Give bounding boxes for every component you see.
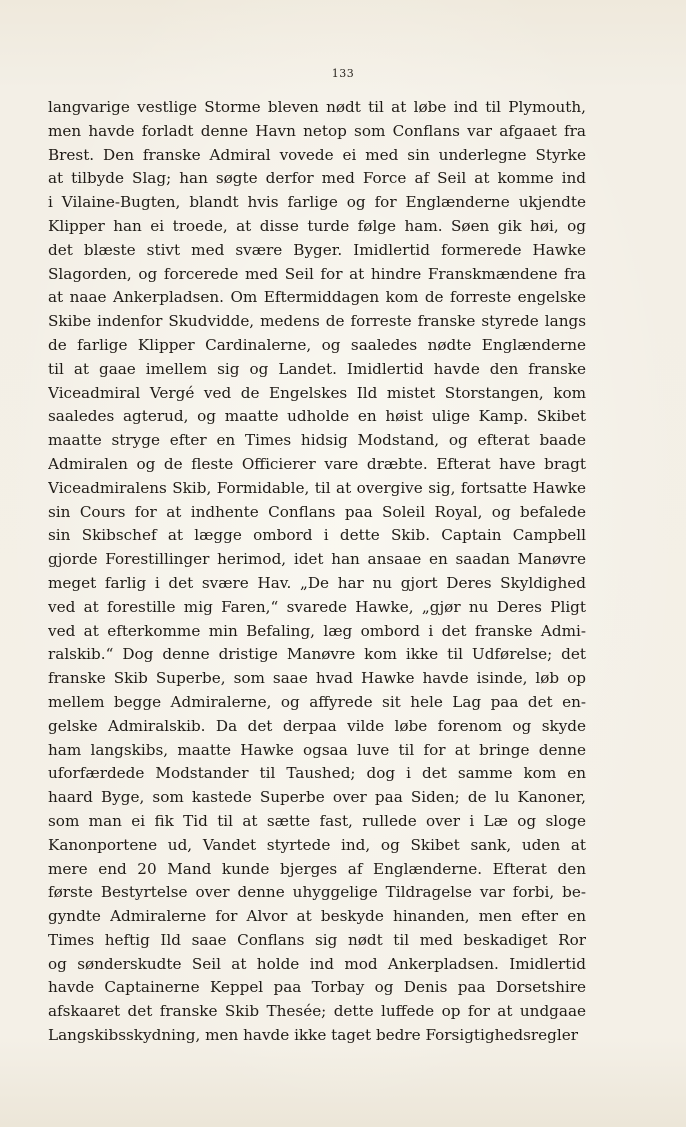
text-line: at naae Ankerpladsen. Om Eftermiddagen kom de forreste engelske bbox=[48, 288, 586, 307]
text-line: Slagorden, og forcerede med Seil for at hindre Franskmændene fra bbox=[48, 264, 586, 283]
text-line: ved at efterkomme min Befaling, læg ombord i det franske Admi- bbox=[48, 621, 586, 640]
text-line: Skibe indenfor Skudvidde, medens de forreste franske styrede langs bbox=[48, 312, 586, 331]
text-line: uforfærdede Modstander til Taushed; dog i det samme kom en bbox=[48, 764, 586, 783]
text-line: til at gaae imellem sig og Landet. Imidlertid havde den franske bbox=[48, 359, 586, 378]
text-line: som man ei fik Tid til at sætte fast, rullede over i Læ og sloge bbox=[48, 811, 586, 830]
text-line: og sønderskudte Seil at holde ind mod Ankerpladsen. Imidlertid bbox=[48, 954, 586, 973]
text-line: afskaaret det franske Skib Thesée; dette luffede op for at undgaae bbox=[48, 1002, 586, 1021]
text-line: at tilbyde Slag; han søgte derfor med Force af Seil at komme ind bbox=[48, 169, 586, 188]
text-line: men havde forladt denne Havn netop som Conflans var afgaaet fra bbox=[48, 121, 586, 140]
text-line: ham langskibs, maatte Hawke ogsaa luve til for at bringe denne bbox=[48, 740, 586, 759]
text-line: saaledes agterud, og maatte udholde en høist ulige Kamp. Skibet bbox=[48, 407, 586, 426]
text-line: første Bestyrtelse over denne uhyggelige Tildragelse var forbi, be- bbox=[48, 883, 586, 902]
text-line: Kanonportene ud, Vandet styrtede ind, og Skibet sank, uden at bbox=[48, 835, 586, 854]
text-line: gelske Admiralskib. Da det derpaa vilde løbe forenom og skyde bbox=[48, 716, 586, 735]
text-line: maatte stryge efter en Times hidsig Modstand, og efterat baade bbox=[48, 431, 586, 450]
text-line: gjorde Forestillinger herimod, idet han ansaae en saadan Manøvre bbox=[48, 550, 586, 569]
text-line: Times heftig Ild saae Conflans sig nødt til med beskadiget Ror bbox=[48, 930, 586, 949]
body-text bbox=[48, 96, 586, 1048]
text-line: ralskib.“ Dog denne dristige Manøvre kom ikke til Udførelse; det bbox=[48, 645, 586, 664]
text-line: det blæste stivt med svære Byger. Imidlertid formerede Hawke bbox=[48, 240, 586, 259]
text-line: gyndte Admiralerne for Alvor at beskyde hinanden, men efter en bbox=[48, 907, 586, 926]
text-line: Brest. Den franske Admiral vovede ei med sin underlegne Styrke bbox=[48, 145, 586, 164]
text-line: Klipper han ei troede, at disse turde følge ham. Søen gik høi, og bbox=[48, 216, 586, 235]
text-line: mellem begge Admiralerne, og affyrede sit hele Lag paa det en- bbox=[48, 692, 586, 711]
text-line: franske Skib Superbe, som saae hvad Hawke havde isinde, løb op bbox=[48, 669, 586, 688]
text-line: mere end 20 Mand kunde bjerges af Englænderne. Efterat den bbox=[48, 859, 586, 878]
text-line: sin Skibschef at lægge ombord i dette Skib. Captain Campbell bbox=[48, 526, 586, 545]
text-line: Viceadmiralens Skib, Formidable, til at overgive sig, fortsatte Hawke bbox=[48, 478, 586, 497]
text-line: Langskibsskydning, men havde ikke taget bedre Forsigtighedsregler bbox=[48, 1026, 578, 1045]
text-line: Viceadmiral Vergé ved de Engelskes Ild mistet Storstangen, kom bbox=[48, 383, 586, 402]
text-line: meget farlig i det svære Hav. „De har nu gjort Deres Skyldighed bbox=[48, 573, 586, 592]
page-number: 133 bbox=[331, 67, 355, 80]
text-line: i Vilaine-Bugten, blandt hvis farlige og for Englænderne ukjendte bbox=[48, 193, 586, 212]
text-line: Admiralen og de fleste Officierer vare dræbte. Efterat have bragt bbox=[48, 454, 586, 473]
text-line: ved at forestille mig Faren,“ svarede Hawke, „gjør nu Deres Pligt bbox=[48, 597, 586, 616]
text-line: de farlige Klipper Cardinalerne, og saaledes nødte Englænderne bbox=[48, 335, 586, 354]
text-line: langvarige vestlige Storme bleven nødt til at løbe ind til Plymouth, bbox=[48, 98, 586, 116]
text-line: sin Cours for at indhente Conflans paa Soleil Royal, og befalede bbox=[48, 502, 586, 521]
text-line: havde Captainerne Keppel paa Torbay og Denis paa Dorsetshire bbox=[48, 978, 586, 997]
text-line: haard Byge, som kastede Superbe over paa Siden; de lu Kanoner, bbox=[48, 788, 586, 807]
